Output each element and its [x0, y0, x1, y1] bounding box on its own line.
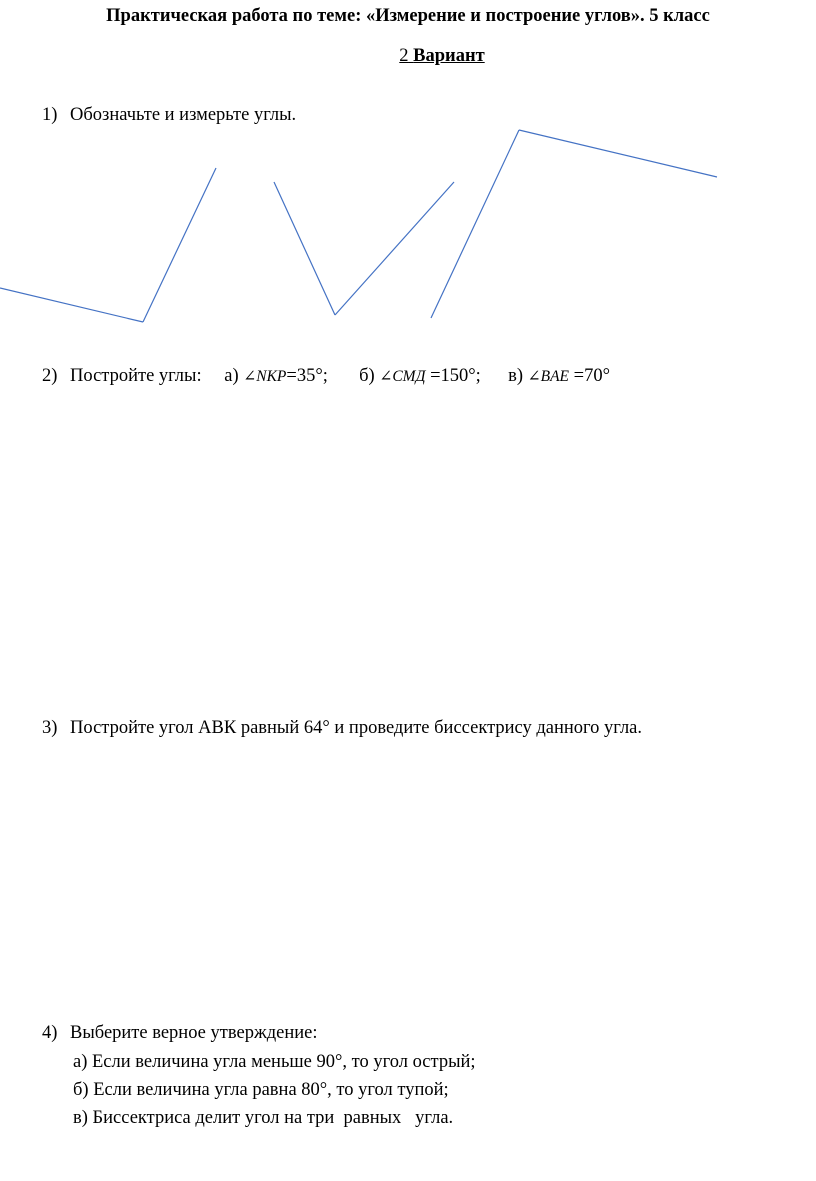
worksheet-title: Практическая работа по теме: «Измерение и построение углов». 5 класс	[106, 6, 710, 26]
task-3-text: Постройте угол АВК равный 64° и проведите биссектрису данного угла.	[70, 718, 643, 738]
task-2-part-b-letter: б)	[359, 366, 375, 386]
task-4-number: 4)	[42, 1023, 58, 1043]
task-4	[42, 1023, 318, 1044]
angle-2-ray-left	[274, 182, 335, 315]
task-2-part-a	[224, 366, 332, 386]
task-2-part-a-letter: а)	[224, 366, 239, 386]
task-2-part-b-name: СМД	[392, 368, 426, 385]
task-2-part-a-value: =35°;	[286, 366, 328, 386]
angle-2	[274, 182, 454, 315]
task-2-part-b-value: =150°;	[430, 366, 481, 386]
task-3	[42, 718, 642, 739]
task-2-part-c-letter: в)	[508, 366, 523, 386]
angle-3-ray-right	[519, 130, 717, 177]
angle-symbol-icon: ∠	[379, 368, 393, 385]
task-4-option-c: в) Биссектриса делит угол на три равных угла.	[73, 1108, 454, 1128]
task-1-text: Обозначьте и измерьте углы.	[70, 105, 297, 125]
task-2-part-a-name: NKP	[256, 368, 287, 385]
variant-number: 2	[399, 46, 409, 66]
angle-3-ray-left	[431, 130, 519, 318]
task-3-number: 3)	[42, 718, 58, 738]
task-1-number: 1)	[42, 105, 58, 125]
task-2-text: Постройте углы:	[70, 366, 202, 386]
angle-2-ray-right	[335, 182, 454, 315]
task-2-part-c	[508, 366, 610, 386]
angle-symbol-icon: ∠	[243, 368, 257, 385]
task-4-option-b: б) Если величина угла равна 80°, то угол тупой;	[73, 1080, 449, 1100]
task-4-text: Выберите верное утверждение:	[70, 1023, 318, 1043]
variant-word: Вариант	[413, 46, 485, 66]
angle-1	[0, 168, 216, 322]
task-2-part-c-value: =70°	[573, 366, 610, 386]
angle-symbol-icon: ∠	[527, 368, 541, 385]
angle-3	[431, 130, 717, 318]
task-2-part-c-name: BAE	[540, 368, 570, 385]
angle-1-ray-right	[143, 168, 216, 322]
task-2	[42, 366, 610, 387]
angle-1-ray-left	[0, 288, 143, 322]
task-2-part-b	[359, 366, 485, 386]
task-4-option-a: а) Если величина угла меньше 90°, то угол острый;	[73, 1052, 476, 1072]
task-2-number: 2)	[42, 366, 58, 386]
